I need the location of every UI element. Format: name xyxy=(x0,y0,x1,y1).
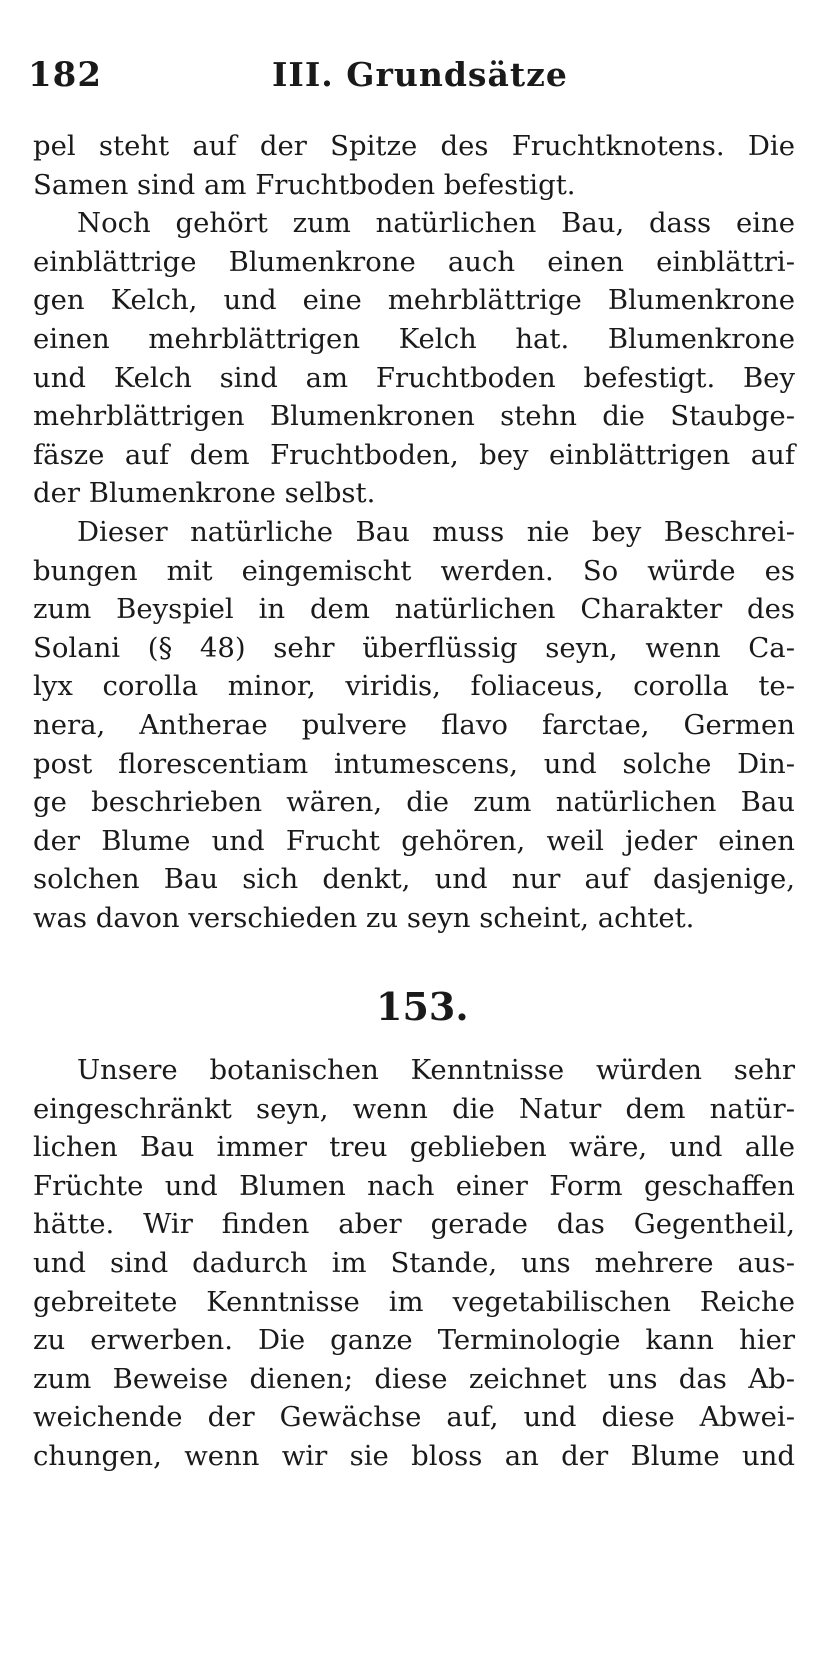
text-line: was davon verschieden zu seyn scheint, achtet. xyxy=(33,901,695,934)
text-line: einblättrige Blumenkrone auch einen einblättri- xyxy=(33,245,795,278)
text-line: ge beschrieben wären, die zum natürlichen Bau xyxy=(33,786,795,819)
body-text xyxy=(33,127,795,937)
page-number: 182 xyxy=(28,55,102,95)
text-line: nera, Antherae pulvere flavo farctae, Germen xyxy=(33,708,795,741)
text-line: pel steht auf der Spitze des Fruchtknotens. Die xyxy=(33,130,795,162)
text-line: zu erwerben. Die ganze Terminologie kann hier xyxy=(33,1324,795,1357)
text-line: Dieser natürliche Bau muss nie bey Beschrei- xyxy=(77,515,795,548)
text-line: lichen Bau immer treu geblieben wäre, und alle xyxy=(33,1131,795,1164)
text-line: Noch gehört zum natürlichen Bau, dass eine xyxy=(77,207,795,240)
text-line: zum Beweise dienen; diese zeichnet uns das Ab- xyxy=(33,1362,795,1395)
text-line: weichende der Gewächse auf, und diese Abwei- xyxy=(33,1401,795,1434)
text-line: der Blume und Frucht gehören, weil jeder einen xyxy=(33,824,795,857)
text-line: gebreitete Kenntnisse im vegetabilischen Reiche xyxy=(33,1285,795,1318)
text-line: der Blumenkrone selbst. xyxy=(33,477,376,510)
text-line: und sind dadurch im Stande, uns mehrere aus- xyxy=(33,1246,795,1279)
section-text xyxy=(33,1051,795,1476)
running-head: III. Grundsätze xyxy=(272,55,568,94)
text-line: einen mehrblättrigen Kelch hat. Blumenkrone xyxy=(33,322,795,355)
text-line: solchen Bau sich denkt, und nur auf dasjenige, xyxy=(33,863,795,896)
page-header xyxy=(28,55,798,100)
text-line: hätte. Wir finden aber gerade das Gegentheil, xyxy=(33,1208,795,1241)
text-line: zum Beyspiel in dem natürlichen Charakter des xyxy=(33,593,795,626)
text-line: Früchte und Blumen nach einer Form geschaffen xyxy=(33,1169,795,1202)
text-line: bungen mit eingemischt werden. So würde es xyxy=(33,554,795,587)
text-line: und Kelch sind am Fruchtboden befestigt. Bey xyxy=(33,361,795,394)
text-line: eingeschränkt seyn, wenn die Natur dem natür- xyxy=(33,1092,795,1125)
text-line: post florescentiam intumescens, und solche Din- xyxy=(33,747,795,780)
text-line: mehrblättrigen Blumenkronen stehn die Staubge- xyxy=(33,400,795,433)
section-number: 153. xyxy=(376,984,469,1029)
text-line: chungen, wenn wir sie bloss an der Blume und xyxy=(33,1439,795,1472)
text-line: gen Kelch, und eine mehrblättrige Blumenkrone xyxy=(33,284,795,317)
text-line: Solani (§ 48) sehr überflüssig seyn, wenn Ca- xyxy=(33,631,795,664)
text-line: lyx corolla minor, viridis, foliaceus, corolla te- xyxy=(33,670,795,703)
text-line: Samen sind am Fruchtboden befestigt. xyxy=(33,168,576,201)
text-line: fäsze auf dem Fruchtboden, bey einblättrigen auf xyxy=(33,438,795,471)
text-line: Unsere botanischen Kenntnisse würden sehr xyxy=(77,1054,795,1086)
